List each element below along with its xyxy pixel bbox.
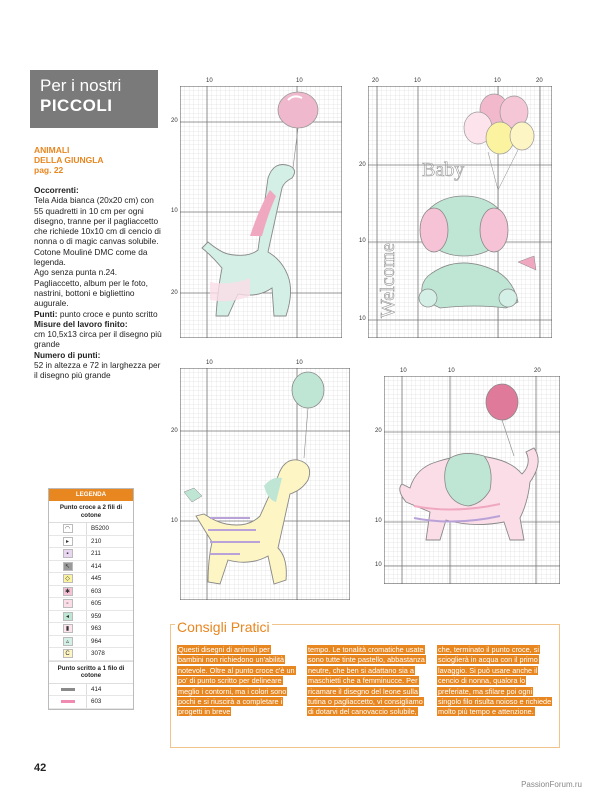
legend-code: 210 — [91, 537, 102, 545]
occorrenti-text-3: Ago senza punta n.24. Pagliaccetto, album per le foto, nastrini, bottoni e bigliettino augurale. — [34, 267, 148, 309]
legend-code: 964 — [91, 637, 102, 645]
chart2-tick-top-1: 20 — [372, 78, 379, 84]
legend-symbol-cell — [49, 548, 87, 560]
misure-text: cm 10,5x13 circa per il disegno più grande — [34, 329, 162, 350]
page-number: 42 — [34, 762, 47, 774]
chart4-tick-top-1: 10 — [400, 368, 407, 374]
tips-box — [170, 619, 560, 748]
misure-label: Misure del lavoro finito: — [34, 318, 128, 329]
legend-code: 414 — [91, 562, 102, 570]
legend-row — [49, 611, 133, 624]
instructions-column — [34, 145, 162, 381]
chart1-tick-top-1: 10 — [206, 78, 213, 84]
legend-table — [48, 488, 134, 710]
legend-symbol: ◇ — [63, 574, 73, 583]
legend-row — [49, 548, 133, 561]
legend-symbol-cell — [49, 561, 87, 573]
project-title-2: DELLA GIUNGLA — [34, 155, 104, 165]
chart2-tick-top-2: 10 — [414, 78, 421, 84]
legend-symbol-cell — [49, 523, 87, 535]
legend-line-sample — [61, 700, 75, 703]
occorrenti-text: Tela Aida bianca (20x20 cm) con 55 quadretti in 10 cm per ogni disegno, tranne per il pagliaccetto che richiede 10x10 cm di cencio di nonna o di magic canvas solubile. — [34, 195, 161, 247]
tips-column-2 — [307, 645, 425, 718]
legend-symbol: ▵ — [63, 637, 73, 646]
legend-symbol: ▸ — [63, 537, 73, 546]
legend-row — [49, 586, 133, 599]
punti-text: punto croce e punto scritto — [59, 308, 158, 319]
tips-title: Consigli Pratici — [177, 619, 270, 635]
section-title-block — [30, 70, 158, 128]
tips-column-1 — [177, 645, 295, 718]
punti-label: Punti: — [34, 308, 58, 319]
title-line-2: PICCOLI — [40, 96, 113, 115]
chart4-tick-top-2: 10 — [448, 368, 455, 374]
chart-giraffe — [171, 78, 342, 338]
chart3-tick-top-2: 10 — [296, 360, 303, 366]
chart2-tick-left-2: 10 — [359, 238, 366, 244]
legend-code: 959 — [91, 612, 102, 620]
tips-text-2: tempo. Le tonalità cromatiche usate sono tutte tinte pastello, abbastanza neutre, che ben si adattano sia a maschietti che a femminucce. Per ricamare il disegno del leone sulla tutina o pagliaccetto, vi consigliamo di dotarvi del canovaccio solubile, — [308, 645, 425, 717]
legend-code: B5200 — [91, 525, 109, 533]
chart4-tick-left-1: 20 — [375, 428, 382, 434]
tips-column-3 — [437, 645, 555, 718]
watermark: PassionForum.ru — [521, 780, 582, 789]
legend-symbol: ✱ — [63, 587, 73, 596]
occorrenti-label: Occorrenti: — [34, 185, 79, 195]
legend-symbol-cell — [49, 648, 87, 660]
legend-symbol-cell — [49, 573, 87, 585]
chart1-tick-top-2: 10 — [296, 78, 303, 84]
legend-symbol-cell — [49, 586, 87, 598]
legend-symbol: ◠ — [63, 524, 73, 533]
legend-line-code: 414 — [91, 685, 102, 693]
legend-code: 211 — [91, 550, 101, 558]
legend-row — [49, 561, 133, 574]
chart-elephant — [375, 368, 560, 584]
occorrenti-text-2: Cotone Mouliné DMC come da legenda. — [34, 246, 148, 268]
legend-code: 3078 — [91, 650, 105, 658]
legend-line-sample — [61, 688, 75, 691]
tips-text-3: che, terminato il punto croce, si scioglierà in acqua con il primo lavaggio. Si può usare anche il cencio di nonna, qualora lo preferiate, ma sfilare poi ogni singolo filo risulta noioso e richiede molto più tempo e attenzione. — [438, 645, 552, 717]
chart2-baby-text: Baby — [422, 159, 465, 181]
legend-row — [49, 536, 133, 549]
legend-row — [49, 523, 133, 536]
legend-symbol-cell — [49, 536, 87, 548]
tips-text-1: Questi disegni di animali per bambini non richiedono un'abilità notevole. Oltre al punto croce c'è un po' di punto scritto per delineare meglio i contorni, ma i colori sono pochi e si riuscirà a completare i progetti in breve — [178, 645, 295, 717]
chart4-tick-left-2: 10 — [375, 518, 382, 524]
chart-lion — [171, 360, 350, 600]
legend-symbol-cell — [49, 636, 87, 648]
numero-label: Numero di punti: — [34, 349, 101, 360]
chart1-tick-left-2: 10 — [171, 208, 178, 214]
legend-code: 603 — [91, 587, 102, 595]
numero-text: 52 in altezza e 72 in larghezza per il disegno più grande — [34, 360, 161, 381]
chart2-tick-top-3: 10 — [494, 78, 501, 84]
legend-subheader-backstitch: Punto scritto a 1 filo di cotone — [49, 661, 133, 684]
legend-code: 963 — [91, 625, 102, 633]
legend-row — [49, 648, 133, 661]
chart3-tick-left-1: 20 — [171, 428, 178, 434]
chart3-tick-left-2: 10 — [171, 518, 178, 524]
chart2-welcome-text: Welcome — [377, 242, 399, 318]
legend-line-code: 603 — [91, 698, 102, 706]
legend-line-cell — [49, 684, 87, 696]
legend-symbol: ▪ — [63, 549, 73, 558]
legend-row — [49, 623, 133, 636]
project-page-ref: pag. 22 — [34, 165, 64, 175]
chart1-tick-left-3: 20 — [171, 290, 178, 296]
chart2-tick-left-3: 10 — [359, 316, 366, 322]
chart2-tick-top-4: 20 — [536, 78, 543, 84]
legend-symbol-cell — [49, 611, 87, 623]
title-line-1: Per i nostri — [40, 76, 122, 95]
legend-line-cell — [49, 696, 87, 708]
legend-subheader-cross: Punto croce a 2 fili di cotone — [49, 501, 133, 523]
legend-line-row — [49, 684, 133, 697]
chart-elephant-welcome — [359, 78, 552, 338]
chart2-tick-left-1: 20 — [359, 162, 366, 168]
legend-code: 605 — [91, 600, 102, 608]
legend-symbol: ▫ — [63, 599, 73, 608]
chart4-tick-top-3: 20 — [534, 368, 541, 374]
legend-code: 445 — [91, 575, 102, 583]
legend-symbol: ▮ — [63, 624, 73, 633]
chart3-tick-top-1: 10 — [206, 360, 213, 366]
legend-symbol-cell — [49, 598, 87, 610]
chart4-tick-left-3: 10 — [375, 562, 382, 568]
legend-symbol: ◂ — [63, 612, 73, 621]
legend-row — [49, 636, 133, 649]
legend-line-row — [49, 696, 133, 709]
chart1-tick-left-1: 20 — [171, 118, 178, 124]
legend-symbol: C — [63, 649, 73, 658]
legend-header: LEGENDA — [49, 489, 133, 501]
legend-row — [49, 573, 133, 586]
legend-row — [49, 598, 133, 611]
project-title-1: ANIMALI — [34, 145, 70, 155]
legend-symbol: ↖ — [63, 562, 73, 571]
legend-symbol-cell — [49, 623, 87, 635]
